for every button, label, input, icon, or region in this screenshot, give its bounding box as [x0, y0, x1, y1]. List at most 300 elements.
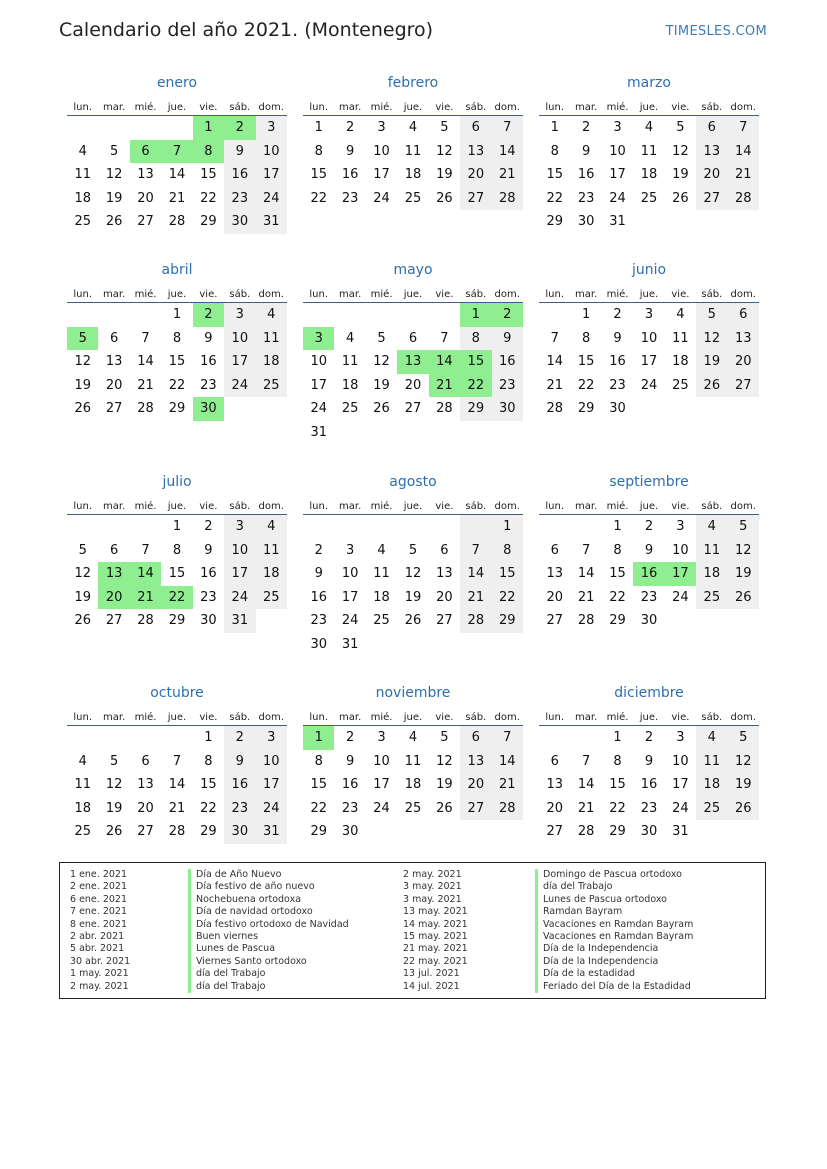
day-cell: 17 — [373, 167, 390, 183]
weekday-header — [67, 281, 287, 303]
day-cell: 26 — [105, 824, 123, 840]
empty-cell — [67, 116, 98, 140]
day-cell: 2 — [314, 542, 323, 558]
day-cell: 20 — [728, 350, 759, 374]
day-cell: 26 — [696, 374, 727, 398]
legend-date: 1 may. 2021 — [70, 968, 129, 980]
day-cell: 21 — [168, 190, 186, 206]
month-marzo — [539, 72, 759, 234]
day-cell: 17 — [256, 773, 287, 797]
day-cell: 15 — [609, 777, 626, 793]
day-cell: 6 — [141, 753, 150, 769]
legend-date: 2 abr. 2021 — [70, 931, 125, 942]
month-agosto — [303, 471, 523, 656]
day-cell: 28 — [577, 824, 595, 840]
empty-cell — [492, 633, 523, 657]
day-cell: 25 — [341, 401, 359, 417]
day-cell: 7 — [172, 753, 182, 769]
day-cell: 5 — [440, 730, 449, 746]
day-cell: 10 — [373, 753, 390, 769]
day-cell: 4 — [256, 303, 287, 327]
day-cell: 9 — [345, 143, 355, 159]
weekday-label: mié. — [606, 501, 629, 512]
empty-cell — [130, 303, 161, 327]
legend-date: 3 may. 2021 — [403, 881, 462, 893]
day-cell: 20 — [404, 377, 422, 393]
legend-date: 30 abr. 2021 — [70, 955, 131, 967]
day-cell: 13 — [105, 354, 123, 370]
weekday-label: vie. — [671, 289, 690, 300]
day-cell: 25 — [696, 586, 727, 610]
day-cell: 27 — [696, 187, 727, 211]
day-cell: 3 — [224, 303, 255, 327]
legend-holiday-name: día del Trabajo — [188, 981, 265, 993]
site-brand-link[interactable]: TIMESLES.COM — [665, 24, 767, 39]
day-cell: 29 — [200, 214, 217, 230]
weekday-label: vie. — [199, 712, 218, 723]
day-cell: 21 — [130, 586, 161, 610]
day-cell: 7 — [161, 140, 192, 164]
empty-cell — [67, 726, 98, 750]
day-cell: 14 — [137, 354, 154, 370]
day-cell: 27 — [105, 401, 123, 417]
day-cell: 22 — [577, 377, 595, 393]
day-cell: 29 — [310, 824, 327, 840]
day-cell: 24 — [341, 613, 359, 629]
day-cell: 29 — [168, 613, 186, 629]
legend-holiday-name: Viernes Santo ortodoxo — [188, 956, 307, 968]
day-cell: 29 — [609, 824, 626, 840]
legend-holiday-name: día del Trabajo — [535, 881, 612, 893]
weekday-label: vie. — [199, 289, 218, 300]
day-cell: 30 — [224, 820, 255, 844]
day-grid — [303, 116, 523, 210]
day-cell: 7 — [581, 542, 591, 558]
day-cell: 23 — [577, 190, 595, 206]
empty-cell — [334, 303, 365, 327]
day-cell: 4 — [78, 143, 87, 159]
month-junio — [539, 259, 759, 421]
day-cell: 11 — [640, 143, 658, 159]
day-cell: 9 — [204, 542, 213, 558]
day-cell: 15 — [310, 167, 327, 183]
day-cell: 19 — [672, 167, 689, 183]
weekday-label: lun. — [545, 102, 565, 113]
empty-cell — [98, 726, 129, 750]
day-cell: 9 — [581, 143, 591, 159]
day-cell: 14 — [492, 140, 523, 164]
legend-holiday-name: Domingo de Pascua ortodoxo — [535, 869, 682, 881]
day-cell: 17 — [341, 589, 359, 605]
month-name: marzo — [627, 75, 671, 91]
empty-cell — [397, 421, 428, 445]
day-cell: 21 — [168, 800, 186, 816]
empty-cell — [665, 609, 696, 633]
day-cell: 30 — [224, 210, 255, 234]
day-cell: 5 — [696, 303, 727, 327]
day-cell: 6 — [460, 726, 491, 750]
legend-holiday-name: Día de la Independencia — [535, 956, 658, 968]
day-cell: 19 — [74, 589, 91, 605]
empty-cell — [397, 820, 428, 844]
day-cell: 9 — [644, 753, 654, 769]
weekday-label: lun. — [309, 501, 329, 512]
weekday-label: sáb. — [229, 712, 251, 723]
weekday-label: vie. — [671, 712, 690, 723]
day-cell: 23 — [200, 589, 217, 605]
day-cell: 8 — [172, 542, 182, 558]
day-cell: 22 — [310, 800, 327, 816]
day-cell: 28 — [492, 797, 523, 821]
day-cell: 24 — [224, 586, 255, 610]
day-cell: 24 — [224, 374, 255, 398]
day-cell: 22 — [609, 589, 626, 605]
day-cell: 29 — [577, 401, 595, 417]
day-cell: 18 — [373, 589, 390, 605]
day-cell: 8 — [613, 753, 622, 769]
legend-date: 3 may. 2021 — [403, 893, 462, 905]
day-cell: 12 — [728, 539, 759, 563]
day-cell: 13 — [696, 140, 727, 164]
empty-cell — [492, 820, 523, 844]
day-cell: 11 — [74, 777, 91, 793]
weekday-header — [539, 94, 759, 116]
day-cell: 11 — [696, 539, 727, 563]
day-cell: 3 — [613, 120, 622, 136]
day-cell: 20 — [105, 377, 123, 393]
empty-cell — [539, 515, 570, 539]
day-cell: 27 — [546, 613, 563, 629]
day-cell: 13 — [137, 167, 154, 183]
month-name: junio — [631, 262, 667, 278]
day-cell: 10 — [224, 327, 255, 351]
day-cell: 7 — [141, 330, 150, 346]
day-cell: 14 — [168, 167, 186, 183]
weekday-label: sáb. — [465, 289, 487, 300]
day-cell: 21 — [577, 800, 595, 816]
day-cell: 9 — [345, 753, 355, 769]
weekday-label: dom. — [258, 102, 284, 113]
day-cell: 21 — [429, 374, 460, 398]
day-cell: 22 — [492, 586, 523, 610]
day-cell: 12 — [728, 750, 759, 774]
weekday-label: sáb. — [465, 102, 487, 113]
weekday-label: mar. — [339, 712, 362, 723]
day-cell: 12 — [373, 354, 390, 370]
day-cell: 17 — [373, 777, 390, 793]
legend-holiday-name: Vacaciones en Ramdan Bayram — [535, 919, 693, 931]
day-cell: 31 — [609, 214, 626, 230]
legend-date: 14 jul. 2021 — [403, 980, 460, 992]
weekday-label: lun. — [73, 102, 93, 113]
day-cell: 24 — [373, 800, 390, 816]
month-name: septiembre — [609, 474, 689, 490]
day-cell: 17 — [224, 562, 255, 586]
day-cell: 6 — [440, 542, 449, 558]
weekday-label: mar. — [575, 712, 598, 723]
weekday-label: jue. — [403, 102, 423, 113]
weekday-label: mié. — [134, 712, 157, 723]
month-julio — [67, 471, 287, 633]
day-cell: 27 — [137, 824, 154, 840]
weekday-label: mar. — [103, 289, 126, 300]
weekday-label: sáb. — [465, 712, 487, 723]
empty-cell — [161, 726, 192, 750]
day-cell: 20 — [546, 589, 563, 605]
day-grid — [303, 303, 523, 444]
day-cell: 12 — [696, 327, 727, 351]
day-cell: 2 — [204, 519, 213, 535]
day-cell: 18 — [696, 562, 727, 586]
day-cell: 16 — [492, 350, 523, 374]
day-cell: 7 — [492, 116, 523, 140]
day-cell: 10 — [640, 330, 658, 346]
legend-holiday-name: Día de la estadidad — [535, 968, 635, 980]
day-cell: 10 — [341, 566, 359, 582]
day-cell: 14 — [577, 566, 595, 582]
day-cell: 13 — [98, 562, 129, 586]
empty-cell — [397, 515, 428, 539]
day-cell: 2 — [492, 303, 523, 327]
day-cell: 14 — [577, 777, 595, 793]
day-cell: 16 — [640, 777, 658, 793]
day-cell: 21 — [577, 589, 595, 605]
weekday-label: jue. — [403, 501, 423, 512]
day-cell: 29 — [460, 397, 491, 421]
day-cell: 27 — [546, 824, 563, 840]
day-cell: 30 — [492, 397, 523, 421]
weekday-label: vie. — [435, 501, 454, 512]
weekday-label: dom. — [494, 289, 520, 300]
day-grid — [67, 303, 287, 421]
day-cell: 25 — [404, 190, 422, 206]
day-cell: 8 — [460, 327, 491, 351]
day-cell: 2 — [644, 730, 654, 746]
day-cell: 1 — [613, 519, 622, 535]
day-cell: 25 — [256, 374, 287, 398]
day-cell: 19 — [436, 167, 453, 183]
day-grid — [303, 726, 523, 844]
day-cell: 28 — [460, 609, 491, 633]
weekday-label: mar. — [339, 102, 362, 113]
day-cell: 14 — [168, 777, 186, 793]
empty-cell — [334, 421, 365, 445]
day-cell: 3 — [256, 726, 287, 750]
weekday-label: mié. — [370, 102, 393, 113]
day-cell: 8 — [550, 143, 559, 159]
day-cell: 25 — [256, 586, 287, 610]
day-cell: 3 — [256, 116, 287, 140]
weekday-label: mié. — [606, 102, 629, 113]
weekday-label: mar. — [575, 102, 598, 113]
day-cell: 23 — [224, 187, 255, 211]
weekday-label: jue. — [403, 712, 423, 723]
weekday-label: jue. — [167, 712, 187, 723]
page-title: Calendario del año 2021. (Montenegro) — [59, 19, 434, 41]
empty-cell — [98, 116, 129, 140]
day-cell: 4 — [78, 753, 87, 769]
holiday-legend — [59, 862, 766, 999]
day-cell: 16 — [341, 777, 359, 793]
day-cell: 5 — [728, 726, 759, 750]
day-cell: 30 — [640, 613, 658, 629]
day-cell: 15 — [200, 167, 217, 183]
weekday-label: lun. — [309, 712, 329, 723]
day-cell: 22 — [310, 190, 327, 206]
empty-cell — [429, 303, 460, 327]
weekday-label: lun. — [73, 501, 93, 512]
day-cell: 5 — [440, 120, 449, 136]
legend-date: 8 ene. 2021 — [70, 918, 127, 930]
day-cell: 20 — [137, 190, 154, 206]
day-cell: 28 — [168, 824, 186, 840]
day-cell: 29 — [168, 401, 186, 417]
day-cell: 19 — [696, 350, 727, 374]
empty-cell — [161, 116, 192, 140]
empty-cell — [460, 633, 491, 657]
legend-date: 21 may. 2021 — [403, 943, 468, 955]
day-cell: 6 — [550, 542, 559, 558]
day-cell: 10 — [672, 542, 689, 558]
weekday-label: vie. — [199, 501, 218, 512]
day-cell: 10 — [373, 143, 390, 159]
day-cell: 4 — [644, 120, 654, 136]
legend-date: 13 jul. 2021 — [403, 968, 460, 980]
day-cell: 28 — [728, 187, 759, 211]
day-cell: 18 — [74, 800, 91, 816]
day-cell: 18 — [672, 354, 689, 370]
day-cell: 10 — [609, 143, 626, 159]
day-cell: 3 — [224, 515, 255, 539]
empty-cell — [366, 421, 397, 445]
weekday-label: dom. — [494, 501, 520, 512]
empty-cell — [130, 726, 161, 750]
weekday-label: mié. — [370, 712, 393, 723]
month-octubre — [67, 682, 287, 844]
day-cell: 1 — [613, 730, 622, 746]
weekday-label: lun. — [73, 712, 93, 723]
legend-date: 14 may. 2021 — [403, 918, 468, 930]
legend-holiday-name: Día festivo ortodoxo de Navidad — [188, 919, 349, 931]
day-grid — [303, 515, 523, 656]
day-cell: 23 — [341, 190, 359, 206]
day-cell: 28 — [168, 214, 186, 230]
day-cell: 8 — [613, 542, 622, 558]
day-cell: 11 — [341, 354, 359, 370]
day-cell: 4 — [408, 120, 418, 136]
day-cell: 24 — [640, 377, 658, 393]
day-cell: 30 — [310, 636, 327, 652]
day-cell: 22 — [460, 374, 491, 398]
day-cell: 23 — [341, 800, 359, 816]
day-cell: 16 — [633, 562, 664, 586]
weekday-label: dom. — [730, 501, 756, 512]
day-cell: 1 — [492, 515, 523, 539]
day-cell: 2 — [613, 307, 622, 323]
month-septiembre — [539, 471, 759, 633]
weekday-header — [303, 493, 523, 515]
day-cell: 27 — [105, 613, 123, 629]
day-cell: 15 — [460, 350, 491, 374]
weekday-label: dom. — [730, 102, 756, 113]
day-cell: 18 — [256, 350, 287, 374]
day-cell: 6 — [130, 140, 161, 164]
day-cell: 16 — [577, 167, 595, 183]
day-cell: 28 — [436, 401, 453, 417]
day-cell: 14 — [728, 140, 759, 164]
empty-cell — [633, 397, 664, 421]
empty-cell — [366, 820, 397, 844]
empty-cell — [130, 515, 161, 539]
weekday-label: mié. — [134, 501, 157, 512]
weekday-label: sáb. — [465, 501, 487, 512]
empty-cell — [256, 609, 287, 633]
day-cell: 9 — [613, 330, 622, 346]
month-name: diciembre — [614, 685, 684, 701]
day-cell: 2 — [581, 120, 591, 136]
day-cell: 16 — [224, 773, 255, 797]
day-cell: 2 — [224, 726, 255, 750]
day-cell: 1 — [172, 519, 182, 535]
weekday-label: jue. — [167, 102, 187, 113]
day-grid — [539, 726, 759, 844]
weekday-label: sáb. — [701, 289, 723, 300]
day-cell: 27 — [728, 374, 759, 398]
day-cell: 21 — [492, 163, 523, 187]
day-cell: 23 — [640, 589, 658, 605]
day-cell: 26 — [672, 190, 689, 206]
day-cell: 26 — [373, 401, 390, 417]
day-cell: 7 — [581, 753, 591, 769]
day-cell: 1 — [581, 307, 591, 323]
day-cell: 11 — [74, 167, 91, 183]
weekday-label: mar. — [575, 289, 598, 300]
day-cell: 13 — [546, 777, 563, 793]
empty-cell — [98, 303, 129, 327]
empty-cell — [67, 303, 98, 327]
day-cell: 24 — [310, 401, 327, 417]
day-cell: 19 — [436, 777, 453, 793]
day-cell: 4 — [377, 542, 386, 558]
day-cell: 13 — [460, 750, 491, 774]
month-name: octubre — [150, 685, 204, 701]
day-cell: 24 — [256, 797, 287, 821]
weekday-label: dom. — [494, 102, 520, 113]
day-cell: 26 — [436, 190, 453, 206]
day-cell: 3 — [676, 519, 685, 535]
day-cell: 3 — [345, 542, 355, 558]
empty-cell — [429, 421, 460, 445]
day-cell: 8 — [581, 330, 591, 346]
weekday-label: vie. — [435, 289, 454, 300]
day-cell: 29 — [609, 613, 626, 629]
day-cell: 10 — [256, 140, 287, 164]
day-cell: 15 — [310, 777, 327, 793]
day-cell: 5 — [728, 515, 759, 539]
day-cell: 24 — [373, 190, 390, 206]
day-cell: 15 — [200, 777, 217, 793]
day-cell: 14 — [429, 350, 460, 374]
weekday-label: lun. — [309, 102, 329, 113]
day-cell: 19 — [728, 773, 759, 797]
day-cell: 16 — [341, 167, 359, 183]
weekday-label: vie. — [435, 102, 454, 113]
day-cell: 5 — [109, 143, 119, 159]
day-cell: 15 — [168, 354, 186, 370]
weekday-label: dom. — [730, 289, 756, 300]
month-name: enero — [156, 75, 198, 91]
weekday-label: sáb. — [701, 501, 723, 512]
